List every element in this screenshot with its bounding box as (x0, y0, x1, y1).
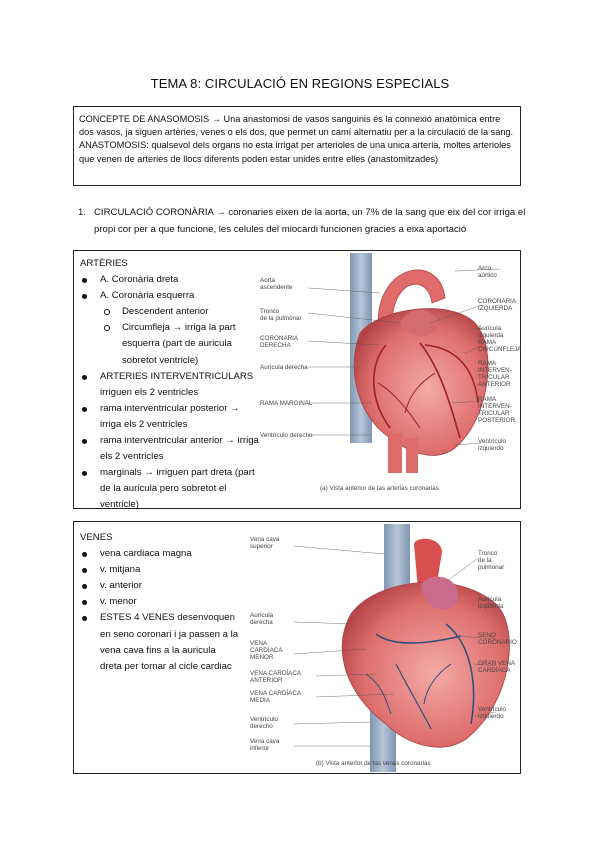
figure-label: Aurícula derecha (250, 612, 274, 626)
figure-label: Aurícula izquierda (478, 325, 504, 339)
figure-label: Vena cava inferior (250, 738, 280, 752)
figure-label: Tronco de la pulmonar (260, 308, 302, 322)
list-item: v. mitjana (80, 562, 240, 578)
list-item: ARTERIES INTERVENTRICULARS irriguen els 2 ventricles (80, 369, 260, 401)
figure-label: Ventrículo derecho (260, 432, 313, 439)
figure-label: Ventrículo derecho (250, 716, 279, 730)
figure-label: Arco aórtico (478, 265, 497, 279)
coronary-arteries-illustration (260, 253, 522, 503)
concept-box (73, 106, 521, 186)
venes-heading: VENES (80, 532, 113, 543)
figure-label: RAMA CIRCUNFLEJA (478, 339, 522, 353)
list-item: A. Coronària dreta (80, 272, 260, 288)
figure-label: Aurícula derecha (260, 364, 308, 371)
figure-label: VENA CARDÍACA MEDIA (250, 690, 302, 704)
figure-label: CORONARIA DERECHA (260, 335, 299, 349)
list-item: rama interventricular anterior → irriga els 2 ventricles (80, 433, 260, 465)
venes-list (80, 530, 240, 675)
figure-label: Aorta ascendente (260, 277, 293, 291)
list-item: A. Coronària esquerra (80, 288, 260, 304)
arteries-list (80, 256, 260, 514)
section-number: 1. (78, 207, 87, 218)
list-item: Descendent anterior (80, 304, 260, 320)
list-item: rama interventricular posterior → irriga els 2 ventricles (80, 401, 260, 433)
list-item: vena cardiaca magna (80, 546, 240, 562)
figure-label: VENA CARDÍACA ANTERIOR (250, 670, 302, 684)
figure-label: SENO CORONARIO (478, 632, 517, 646)
venes-box (73, 521, 521, 774)
list-item: v. menor (80, 594, 240, 610)
list-item: ESTES 4 VENES desenvoquen en seno coronari i ja passen a la vena cava fins a la auricula dreta per tornar al cicle cardiac (80, 610, 240, 674)
page-title: TEMA 8: CIRCULACIÓ EN REGIONS ESPECIALS (150, 76, 450, 91)
figure-label: CORONARIA IZQUIERDA (478, 298, 517, 312)
coronary-veins-illustration (246, 524, 518, 772)
figure-label: Ventrículo izquierdo (478, 706, 507, 720)
figure-label: Ventrículo izquierdo (478, 438, 507, 452)
section-1 (78, 204, 528, 238)
figure-label: RAMA INTERVEN- TRICULAR ANTERIOR (478, 360, 512, 388)
figure-label: Vena cava superior (250, 536, 280, 550)
list-item: Circumfleja → irriga la part esquerra (part de auricula sobretot ventricle) (80, 320, 260, 368)
arteries-box (73, 250, 521, 509)
section-text: CIRCULACIÓ CORONÀRIA → coronaries eixen de la aorta, un 7% de la sang que eix del cor irriga el propi cor per a que funcione, les celules del miocardi funcionen gracies a eixa aportació (94, 207, 526, 235)
arteries-heading: ARTÈRIES (80, 258, 128, 269)
figure-label: Tronco de la pulmonar (478, 550, 505, 571)
figure-label: RAMA MARGINAL (260, 400, 313, 407)
list-item: v. anterior (80, 578, 240, 594)
figure-label: Aurícula izquierda (478, 596, 504, 610)
figure-label: GRAN VENA CARDÍACA (478, 660, 516, 674)
figure-caption: (b) Vista anterior de las venas coronarias (316, 760, 431, 767)
concept-text: CONCEPTE DE ANASOMOSIS → Una anastomosi de vasos sanguinis és la connexió anatòmica entre dos vasos, ja siguen artèries, venes o els dos, que permet un camí alternatiu per a la circulació de la sang. ANASTOMOSIS: qualsevol dels organs no esta irrigat per arterioles de una unica arteria, moltes arterioles que venen de arteries de llocs diferents poden estar unides entre elles (anastomitzades) (79, 114, 514, 164)
figure-label: RAMA INTERVEN- TRICULAR POSTERIOR (478, 396, 516, 424)
figure-label: VENA CARDÍACA MENOR (250, 640, 283, 661)
list-item: marginals → irriguen part dreta (part de la auricula pero sobretot el ventricle) (80, 465, 260, 513)
figure-caption: (a) Vista anterior de las arterias coronarias (320, 485, 439, 492)
